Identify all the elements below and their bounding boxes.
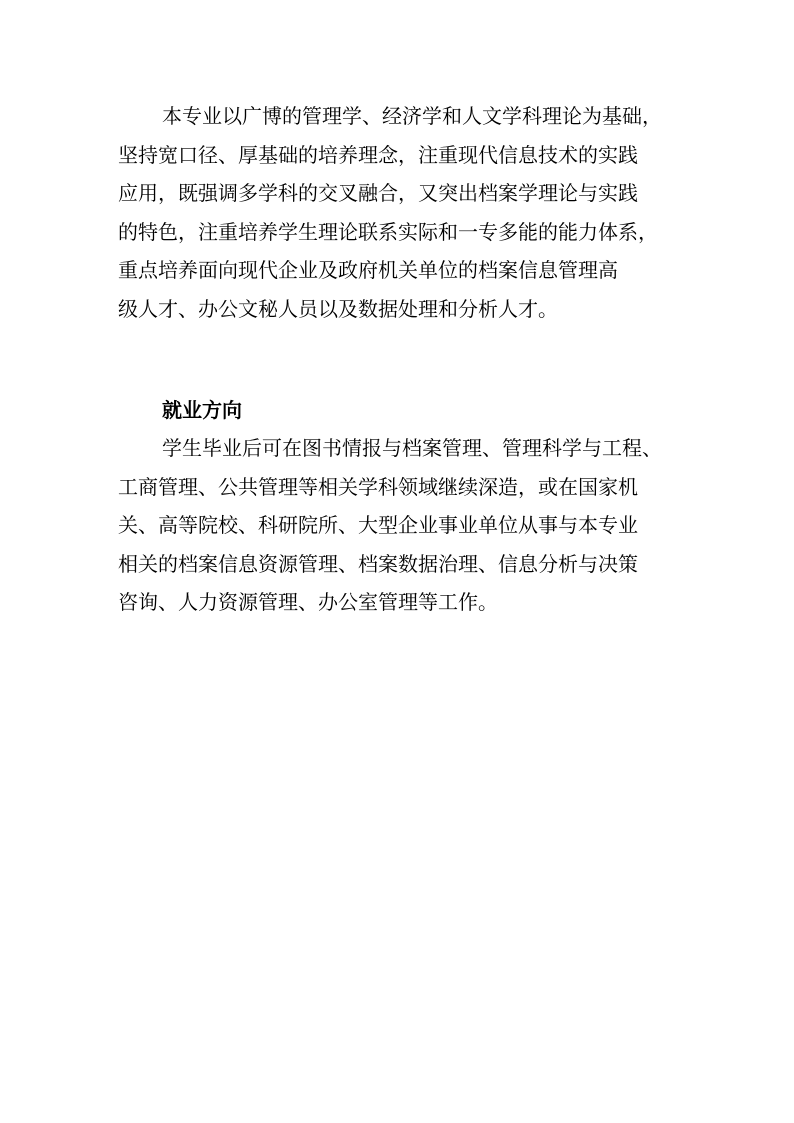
intro-line: 的特色，注重培养学生理论联系实际和一专多能的能力体系， <box>118 219 658 244</box>
intro-line: 本专业以广博的管理学、经济学和人文学科理论为基础， <box>162 104 662 128</box>
career-line: 工商管理、公共管理等相关学科领域继续深造，或在国家机 <box>118 474 638 499</box>
intro-line: 级人才、办公文秘人员以及数据处理和分析人才。 <box>118 296 558 321</box>
intro-line: 重点培养面向现代企业及政府机关单位的档案信息管理高 <box>118 258 618 283</box>
intro-line: 应用，既强调多学科的交叉融合，又突出档案学理论与实践 <box>118 181 638 206</box>
intro-paragraph <box>118 97 684 329</box>
career-heading: 就业方向 <box>162 398 242 422</box>
career-line: 咨询、人力资源管理、办公室管理等工作。 <box>118 590 498 615</box>
career-paragraph <box>118 429 684 622</box>
career-line: 学生毕业后可在图书情报与档案管理、管理科学与工程、 <box>162 436 662 460</box>
career-line: 关、高等院校、科研院所、大型企业事业单位从事与本专业 <box>118 513 638 538</box>
career-line: 相关的档案信息资源管理、档案数据治理、信息分析与决策 <box>118 551 638 576</box>
intro-line: 坚持宽口径、厚基础的培养理念，注重现代信息技术的实践 <box>118 142 638 167</box>
